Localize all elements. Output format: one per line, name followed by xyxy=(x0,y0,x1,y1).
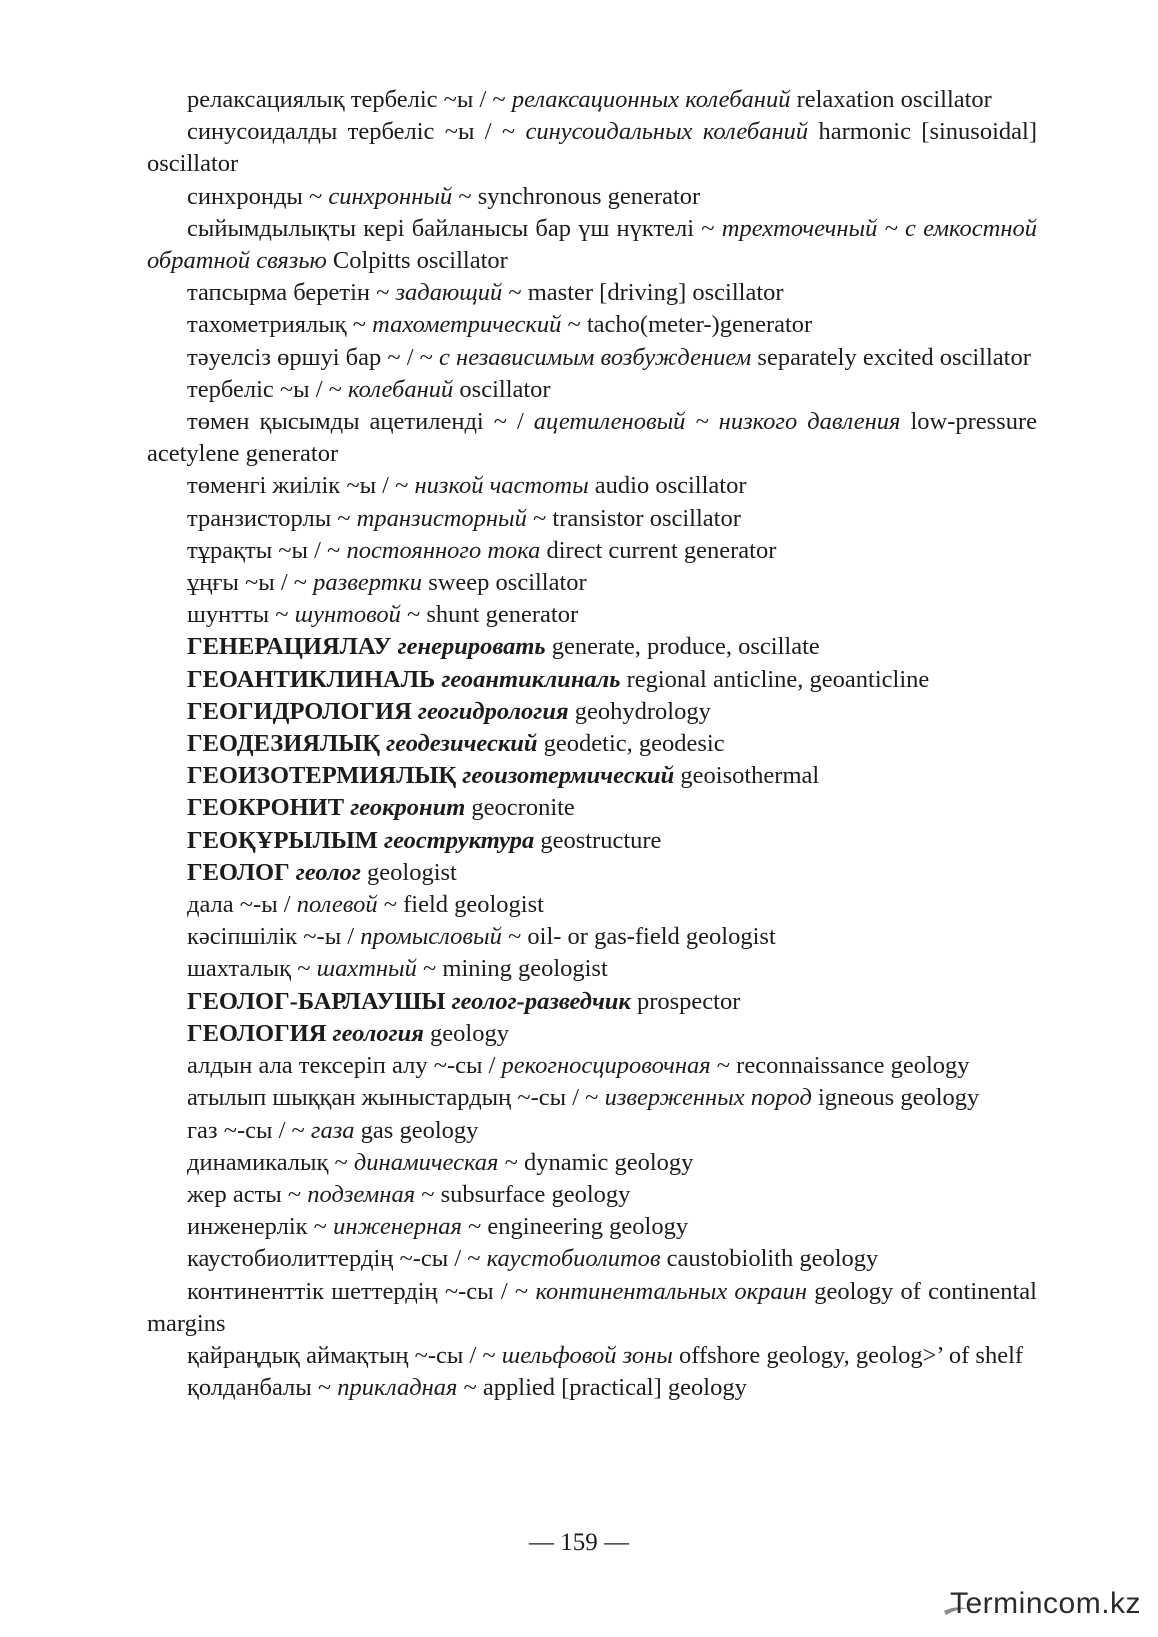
russian-term: шахтный xyxy=(316,955,417,983)
english-term: geocronite xyxy=(465,794,575,822)
russian-term: каустобиолитов xyxy=(486,1245,661,1273)
english-term: geology of continental margins xyxy=(147,1277,1037,1337)
english-term: ~ oil- or gas-field geologist xyxy=(501,923,776,951)
russian-term: газа xyxy=(310,1116,355,1144)
english-term: direct current generator xyxy=(540,536,777,564)
russian-term: тахометрический xyxy=(372,311,562,339)
russian-term: геология xyxy=(332,1019,424,1047)
kazakh-term: тербеліс ~ы / ~ xyxy=(187,375,349,403)
kazakh-term: шунтты ~ xyxy=(187,601,295,629)
english-term: igneous geology xyxy=(811,1084,980,1112)
subentry xyxy=(147,470,1037,502)
headword: ГЕОЛОГИЯ xyxy=(187,1019,333,1047)
kazakh-term: қолданбалы ~ xyxy=(187,1374,338,1402)
dictionary-text xyxy=(147,84,1037,1404)
russian-term: динамическая xyxy=(353,1148,499,1176)
kazakh-term: тапсырма беретін ~ xyxy=(187,279,396,307)
headword-entry xyxy=(147,760,1037,792)
russian-term: релаксационных колебаний xyxy=(511,86,791,113)
english-term: ~ dynamic geology xyxy=(498,1148,694,1176)
russian-term: геогидрология xyxy=(417,697,569,725)
english-term: gas geology xyxy=(354,1116,479,1144)
subentry xyxy=(147,1243,1037,1275)
subentry xyxy=(147,535,1037,567)
english-term: oscillator xyxy=(453,375,551,403)
russian-term: шунтовой xyxy=(294,601,401,629)
russian-term: генерировать xyxy=(397,633,546,661)
russian-term: геоантиклиналь xyxy=(441,665,621,693)
subentry xyxy=(147,406,1037,470)
english-term: sweep oscillator xyxy=(422,569,587,597)
russian-term: шельфовой зоны xyxy=(501,1341,673,1369)
english-term: regional anticline, geoanticline xyxy=(620,665,930,693)
kazakh-term: атылып шыққан жыныстардың ~-сы / ~ xyxy=(187,1084,605,1112)
kazakh-term: инженерлік ~ xyxy=(187,1213,334,1241)
logo-text: Termincom.kz xyxy=(950,1587,1142,1620)
english-term: caustobiolith geology xyxy=(660,1245,879,1273)
subentry xyxy=(147,342,1037,374)
kazakh-term: континенттік шеттердің ~-сы / ~ xyxy=(187,1277,536,1305)
russian-term: низкой частоты xyxy=(414,472,589,500)
english-term: generate, produce, oscillate xyxy=(545,633,820,661)
russian-term: трехточечный ~ с емкостной обратной связью xyxy=(147,214,1037,275)
english-term: harmonic [sinusoidal] oscillator xyxy=(147,118,1037,178)
subentry xyxy=(147,84,1037,116)
headword-entry xyxy=(147,825,1037,857)
russian-term: геоизотермический xyxy=(462,762,675,790)
russian-term: с независимым возбуждением xyxy=(439,343,752,371)
russian-term: промысловый xyxy=(360,923,502,951)
russian-term: колебаний xyxy=(348,375,454,403)
kazakh-term: синусоидалды тербеліс ~ы / ~ xyxy=(187,118,526,146)
english-term: geohydrology xyxy=(568,697,711,725)
headword: ГЕОЛОГ xyxy=(187,858,296,886)
russian-term: геокронит xyxy=(350,794,466,822)
subentry xyxy=(147,1050,1037,1082)
headword-entry xyxy=(147,857,1037,889)
russian-term: геолог-разведчик xyxy=(451,987,631,1015)
subentry xyxy=(147,277,1037,309)
english-term: ~ tacho(meter-)generator xyxy=(561,311,813,339)
russian-term: синусоидальных колебаний xyxy=(525,118,809,146)
headword: ГЕНЕРАЦИЯЛАУ xyxy=(187,633,398,661)
subentry xyxy=(147,1082,1037,1114)
subentry xyxy=(147,116,1037,180)
kazakh-term: ұңғы ~ы / ~ xyxy=(187,569,314,597)
russian-term: континентальных окраин xyxy=(535,1277,808,1305)
english-term: ~ mining geologist xyxy=(416,955,608,983)
headword: ГЕОДЕЗИЯЛЫҚ xyxy=(187,730,387,758)
kazakh-term: релаксациялық тербеліс ~ы / ~ xyxy=(187,86,512,113)
kazakh-term: тахометриялық ~ xyxy=(187,311,373,339)
kazakh-term: каустобиолиттердің ~-сы / ~ xyxy=(187,1245,487,1273)
headword-entry xyxy=(147,792,1037,824)
english-term: separately excited oscillator xyxy=(751,343,1031,371)
subentry xyxy=(147,953,1037,985)
site-logo xyxy=(944,1587,1144,1627)
russian-term: развертки xyxy=(313,569,423,597)
russian-term: геоструктура xyxy=(384,826,535,854)
english-term: ~ subsurface geology xyxy=(415,1180,631,1208)
headword-entry xyxy=(147,728,1037,760)
english-term: ~ shunt generator xyxy=(400,601,579,629)
russian-term: транзисторный xyxy=(356,504,527,532)
subentry xyxy=(147,1115,1037,1147)
kazakh-term: кәсіпшілік ~-ы / xyxy=(187,923,361,951)
subentry xyxy=(147,503,1037,535)
russian-term: изверженных пород xyxy=(604,1084,812,1112)
subentry xyxy=(147,599,1037,631)
kazakh-term: транзисторлы ~ xyxy=(187,504,357,532)
kazakh-term: төмен қысымды ацетиленді ~ / xyxy=(187,408,534,436)
headword: ГЕОҚҰРЫЛЫМ xyxy=(187,826,385,854)
english-term: geostructure xyxy=(534,826,662,854)
headword-entry xyxy=(147,696,1037,728)
headword: ГЕОГИДРОЛОГИЯ xyxy=(187,697,418,725)
headword-entry xyxy=(147,631,1037,663)
kazakh-term: төменгі жиілік ~ы / ~ xyxy=(187,472,415,500)
headword: ГЕОЛОГ-БАРЛАУШЫ xyxy=(187,987,452,1015)
english-term: geoisothermal xyxy=(674,762,820,790)
english-term: ~ applied [practical] geology xyxy=(457,1374,747,1402)
kazakh-term: алдын ала тексеріп алу ~-сы / xyxy=(187,1052,502,1080)
english-term: ~ transistor oscillator xyxy=(526,504,741,532)
kazakh-term: жер асты ~ xyxy=(187,1180,308,1208)
russian-term: геодезический xyxy=(386,730,538,758)
subentry xyxy=(147,1179,1037,1211)
russian-term: задающий xyxy=(395,279,503,307)
english-term: offshore geology, geolog>’ of shelf xyxy=(672,1341,1024,1369)
english-term: Colpitts oscillator xyxy=(326,247,508,275)
english-term: ~ synchronous generator xyxy=(452,182,701,210)
kazakh-term: қайраңдық аймақтың ~-сы / ~ xyxy=(187,1341,502,1369)
english-term: ~ reconnaissance geology xyxy=(710,1052,970,1080)
kazakh-term: дала ~-ы / xyxy=(187,891,297,919)
headword-entry xyxy=(147,1018,1037,1050)
russian-term: полевой xyxy=(296,891,378,919)
russian-term: постоянного тока xyxy=(346,536,541,564)
kazakh-term: динамикалық ~ xyxy=(187,1148,354,1176)
english-term: audio oscillator xyxy=(588,472,747,500)
english-term: ~ engineering geology xyxy=(461,1213,689,1241)
subentry xyxy=(147,181,1037,213)
kazakh-term: тәуелсіз өршуі бар ~ / ~ xyxy=(187,343,440,371)
subentry xyxy=(147,921,1037,953)
page-number: — 159 — xyxy=(529,1529,629,1556)
russian-term: прикладная xyxy=(337,1374,458,1402)
russian-term: ацетиленовый ~ низкого давления xyxy=(533,408,901,436)
russian-term: рекогносцировочная xyxy=(501,1052,711,1080)
english-term: geodetic, geodesic xyxy=(537,730,725,758)
subentry xyxy=(147,1340,1037,1372)
kazakh-term: тұрақты ~ы / ~ xyxy=(187,536,347,564)
russian-term: подземная xyxy=(307,1180,416,1208)
english-term: prospector xyxy=(630,987,741,1015)
headword: ГЕОКРОНИТ xyxy=(187,794,351,822)
subentry xyxy=(147,1276,1037,1340)
subentry xyxy=(147,1372,1037,1404)
subentry xyxy=(147,889,1037,921)
subentry xyxy=(147,309,1037,341)
subentry xyxy=(147,1147,1037,1179)
subentry xyxy=(147,374,1037,406)
english-term: ~ master [driving] oscillator xyxy=(502,279,784,307)
headword-entry xyxy=(147,664,1037,696)
russian-term: инженерная xyxy=(333,1213,462,1241)
subentry xyxy=(147,1211,1037,1243)
subentry xyxy=(147,567,1037,599)
english-term: geology xyxy=(423,1019,509,1047)
english-term: ~ field geologist xyxy=(377,891,544,919)
english-term: low-pressure acetylene generator xyxy=(147,408,1037,468)
russian-term: геолог xyxy=(295,858,361,886)
english-term: relaxation oscillator xyxy=(790,86,992,113)
kazakh-term: газ ~-сы / ~ xyxy=(187,1116,311,1144)
kazakh-term: сыйымдылықты кері байланысы бар үш нүктелі ~ xyxy=(187,214,722,242)
kazakh-term: шахталық ~ xyxy=(187,955,317,983)
headword: ГЕОИЗОТЕРМИЯЛЫҚ xyxy=(187,762,463,790)
subentry xyxy=(147,213,1037,277)
russian-term: синхронный xyxy=(328,182,453,210)
headword: ГЕОАНТИКЛИНАЛЬ xyxy=(187,665,442,693)
headword-entry xyxy=(147,986,1037,1018)
kazakh-term: синхронды ~ xyxy=(187,182,329,210)
english-term: geologist xyxy=(360,858,457,886)
